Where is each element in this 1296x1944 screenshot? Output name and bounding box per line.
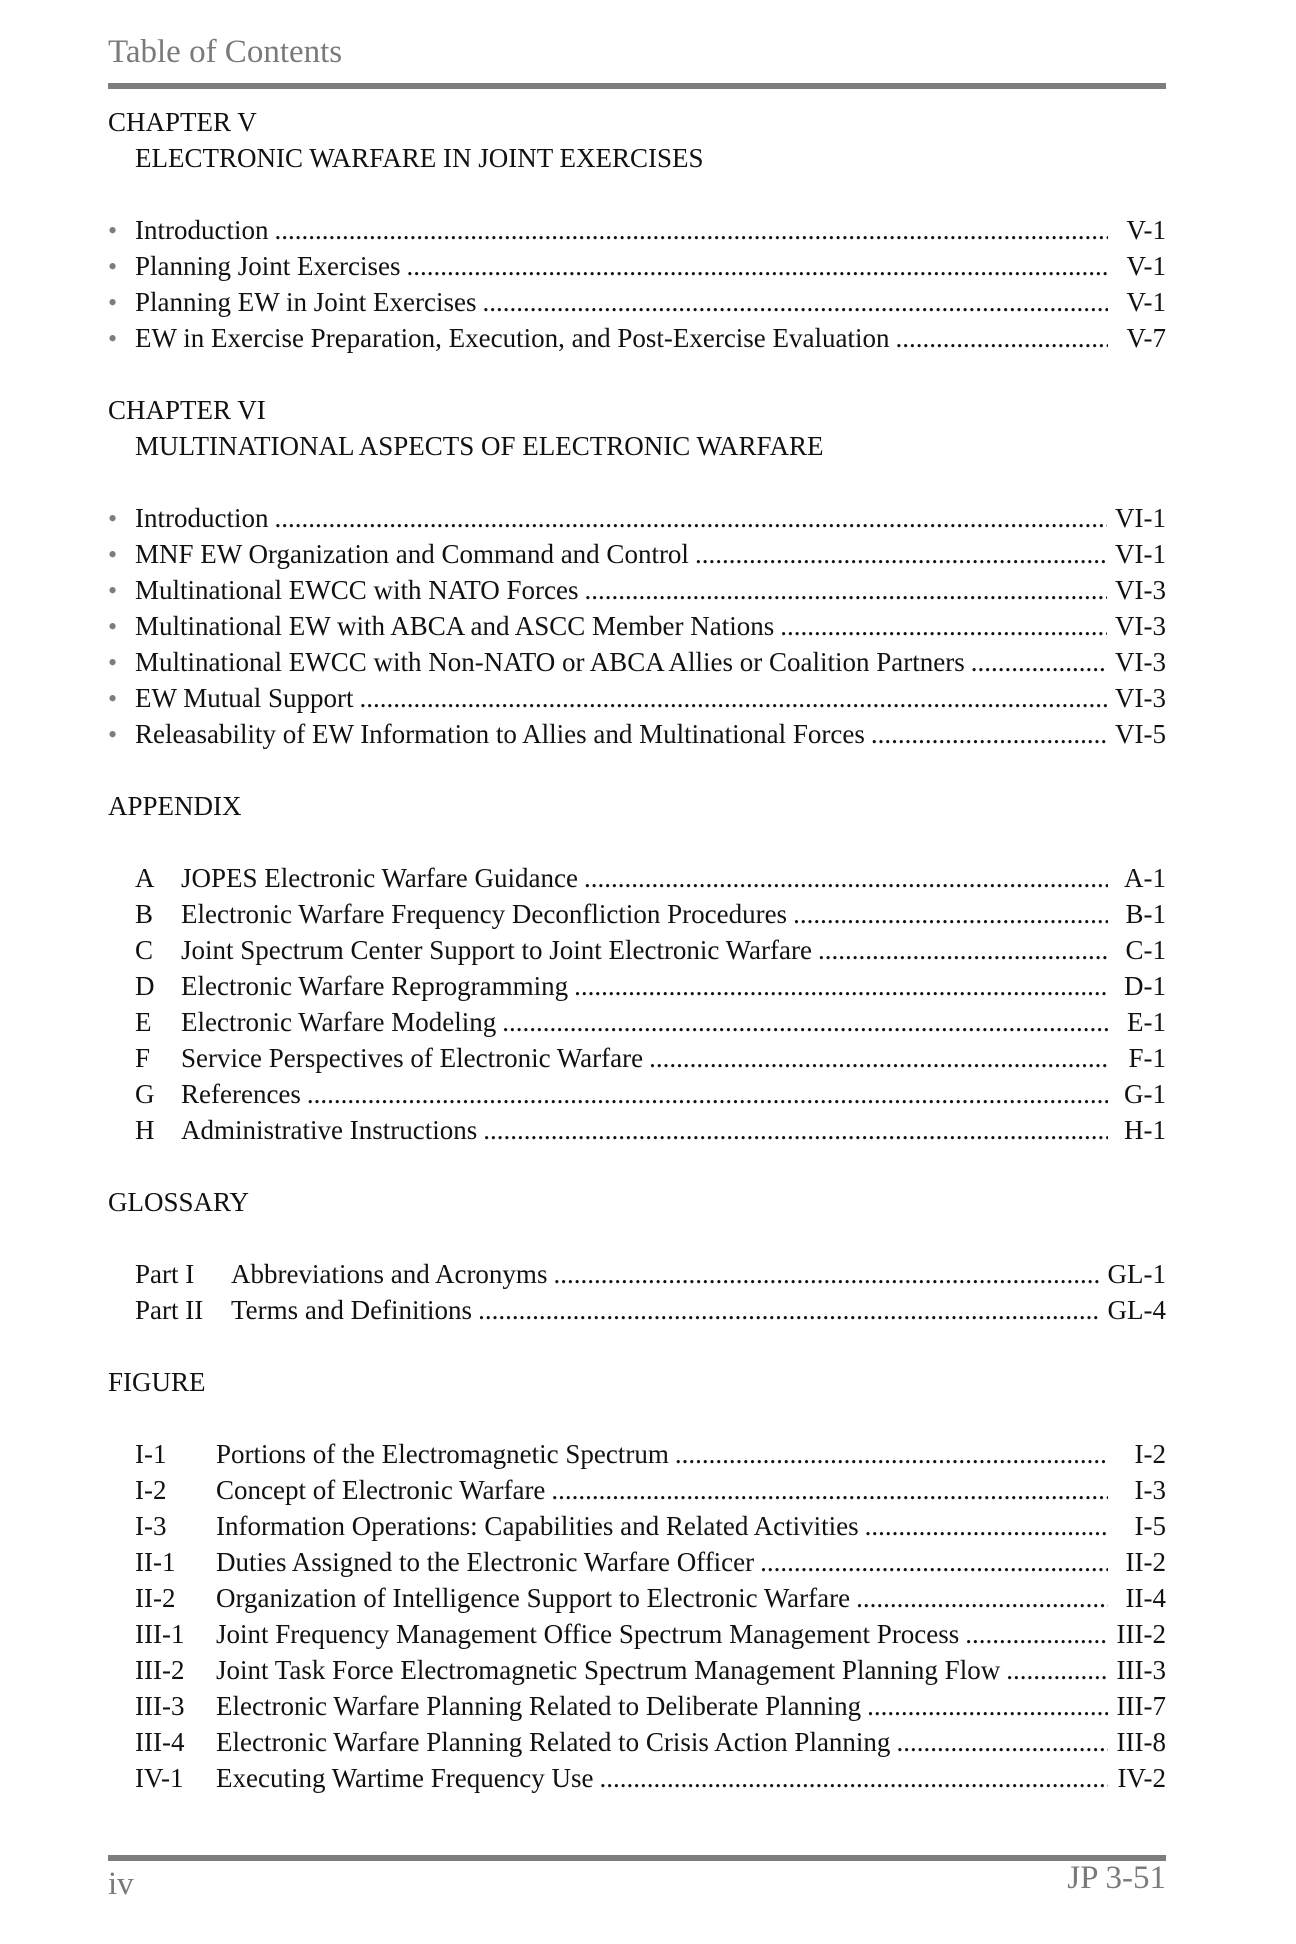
entry-page: I-3 [1134,1475,1166,1505]
entry-code: III-3 [135,1691,185,1721]
bullet-icon: • [108,684,118,713]
figure-entries [108,1436,1166,1796]
entry-code: G [135,1079,155,1109]
dot-leader [307,1076,1108,1112]
entry-page: IV-2 [1117,1763,1166,1793]
toc-entry[interactable] [108,1616,1166,1652]
bullet-icon: • [108,720,118,749]
chapter-v-subtitle: ELECTRONIC WARFARE IN JOINT EXERCISES [135,143,704,173]
dot-leader [871,716,1107,752]
entry-page: H-1 [1124,1115,1166,1145]
entry-label: EW Mutual Support [135,683,354,713]
dot-leader [865,1508,1108,1544]
dot-leader [478,1292,1099,1328]
entry-label: Introduction [135,215,269,245]
dot-leader [483,1112,1108,1148]
footer-publication: JP 3-51 [1067,1860,1166,1896]
dot-leader [965,1616,1108,1652]
entry-label: Planning EW in Joint Exercises [135,287,477,317]
dot-leader [780,608,1107,644]
entry-code: E [135,1007,152,1037]
entry-page: III-3 [1116,1655,1166,1685]
toc-entry[interactable] [108,1652,1166,1688]
entry-code: II-1 [135,1547,176,1577]
entry-label: Service Perspectives of Electronic Warfare [181,1043,644,1073]
entry-page: VI-5 [1115,719,1166,749]
entry-page: V-1 [1126,215,1166,245]
entry-page: E-1 [1127,1007,1166,1037]
bullet-icon: • [108,612,118,641]
entry-page: I-5 [1134,1511,1166,1541]
toc-entry[interactable] [108,860,1166,896]
toc-entry[interactable] [108,1004,1166,1040]
appendix-heading: APPENDIX [108,791,242,821]
entry-label: Electronic Warfare Modeling [181,1007,497,1037]
entry-page: A-1 [1124,863,1166,893]
toc-entry[interactable] [108,536,1166,572]
entry-code: III-1 [135,1619,185,1649]
entry-code: Part II [135,1295,204,1325]
bullet-icon: • [108,576,118,605]
entry-page: VI-1 [1115,503,1166,533]
entry-page: B-1 [1125,899,1166,929]
entry-label: Duties Assigned to the Electronic Warfare Officer [216,1547,755,1577]
footer-rule [108,1855,1166,1861]
bullet-icon: • [108,288,118,317]
dot-leader [1006,1652,1108,1688]
toc-entry[interactable] [108,1760,1166,1796]
dot-leader [675,1436,1108,1472]
entry-label: Electronic Warfare Reprogramming [181,971,569,1001]
dot-leader [274,500,1107,536]
entry-label: Multinational EWCC with NATO Forces [135,575,579,605]
dot-leader [971,644,1107,680]
figure-heading: FIGURE [108,1367,206,1397]
dot-leader [584,572,1107,608]
entry-page: D-1 [1124,971,1166,1001]
entry-label: JOPES Electronic Warfare Guidance [181,863,578,893]
chapter-vi-subtitle: MULTINATIONAL ASPECTS OF ELECTRONIC WARFARE [135,431,824,461]
entry-code: Part I [135,1259,195,1289]
dot-leader [818,932,1108,968]
entry-code: III-4 [135,1727,185,1757]
entry-page: VI-3 [1115,647,1166,677]
page-header-title: Table of Contents [108,34,343,70]
entry-label: Organization of Intelligence Support to Electronic Warfare [216,1583,851,1613]
entry-label: Joint Task Force Electromagnetic Spectrum Management Planning Flow [216,1655,1001,1685]
entry-page: VI-3 [1115,683,1166,713]
entry-page: V-1 [1126,287,1166,317]
toc-entry[interactable] [108,1040,1166,1076]
entry-page: GL-1 [1107,1259,1166,1289]
bullet-icon: • [108,216,118,245]
bullet-icon: • [108,504,118,533]
dot-leader [649,1040,1108,1076]
toc-entry[interactable] [108,212,1166,248]
entry-page: GL-4 [1107,1295,1166,1325]
dot-leader [793,896,1108,932]
entry-code: IV-1 [135,1763,184,1793]
bullet-icon: • [108,540,118,569]
toc-entry[interactable] [108,1256,1166,1292]
dot-leader [553,1256,1099,1292]
toc-entry[interactable] [108,1508,1166,1544]
entry-page: III-8 [1116,1727,1166,1757]
entry-page: G-1 [1124,1079,1166,1109]
entry-label: Electronic Warfare Planning Related to Deliberate Planning [216,1691,862,1721]
dot-leader [856,1580,1108,1616]
dot-leader [867,1688,1108,1724]
entry-label: Portions of the Electromagnetic Spectrum [216,1439,669,1469]
toc-entry[interactable] [108,608,1166,644]
entry-label: Electronic Warfare Planning Related to Crisis Action Planning [216,1727,891,1757]
toc-entry[interactable] [108,1076,1166,1112]
toc-entry[interactable] [108,896,1166,932]
toc-entry[interactable] [108,1688,1166,1724]
toc-entry[interactable] [108,1472,1166,1508]
bullet-icon: • [108,324,118,353]
toc-entry[interactable] [108,1292,1166,1328]
dot-leader [584,860,1108,896]
dot-leader [896,320,1108,356]
dot-leader [599,1760,1108,1796]
dot-leader [406,248,1108,284]
dot-leader [760,1544,1108,1580]
entry-label: Abbreviations and Acronyms [231,1259,548,1289]
entry-code: I-1 [135,1439,167,1469]
toc-entry[interactable] [108,1724,1166,1760]
entry-code: II-2 [135,1583,176,1613]
toc-entry[interactable] [108,680,1166,716]
footer-page-number: iv [108,1866,134,1902]
entry-page: V-7 [1126,323,1166,353]
toc-entry[interactable] [108,284,1166,320]
entry-page: III-2 [1116,1619,1166,1649]
entry-label: Multinational EW with ABCA and ASCC Member Nations [135,611,775,641]
dot-leader [695,536,1107,572]
toc-entry[interactable] [108,1436,1166,1472]
entry-page: VI-1 [1115,539,1166,569]
entry-page: VI-3 [1115,611,1166,641]
entry-code: III-2 [135,1655,185,1685]
toc-entry[interactable] [108,932,1166,968]
entry-code: B [135,899,154,929]
entry-page: III-7 [1116,1691,1166,1721]
entry-label: Joint Spectrum Center Support to Joint Electronic Warfare [181,935,812,965]
toc-entry[interactable] [108,320,1166,356]
toc-entry[interactable] [108,644,1166,680]
dot-leader [502,1004,1108,1040]
entry-label: Concept of Electronic Warfare [216,1475,546,1505]
entry-label: MNF EW Organization and Command and Control [135,539,689,569]
chapter-vi-entries [108,500,1166,752]
appendix-entries [108,860,1166,1148]
entry-label: Administrative Instructions [181,1115,478,1145]
entry-code: F [135,1043,151,1073]
toc-body [108,104,1166,1796]
entry-code: I-2 [135,1475,167,1505]
dot-leader [896,1724,1108,1760]
toc-entry[interactable] [108,248,1166,284]
entry-page: F-1 [1128,1043,1166,1073]
entry-code: D [135,971,155,1001]
chapter-v-entries [108,212,1166,356]
entry-label: Executing Wartime Frequency Use [216,1763,594,1793]
entry-code: I-3 [135,1511,167,1541]
entry-label: Electronic Warfare Frequency Deconfliction Procedures [181,899,788,929]
entry-label: Releasability of EW Information to Allies and Multinational Forces [135,719,865,749]
entry-page: II-4 [1125,1583,1166,1613]
entry-label: Introduction [135,503,269,533]
toc-entry[interactable] [108,500,1166,536]
toc-entry[interactable] [108,1544,1166,1580]
entry-label: Information Operations: Capabilities and Related Activities [216,1511,859,1541]
bullet-icon: • [108,252,118,281]
toc-entry[interactable] [108,716,1166,752]
chapter-vi-heading: CHAPTER VI [108,395,266,425]
header-rule [108,83,1166,89]
toc-entry[interactable] [108,1580,1166,1616]
entry-page: C-1 [1125,935,1166,965]
toc-entry[interactable] [108,572,1166,608]
dot-leader [551,1472,1108,1508]
dot-leader [274,212,1108,248]
dot-leader [574,968,1108,1004]
entry-label: Joint Frequency Management Office Spectrum Management Process [216,1619,960,1649]
entry-page: VI-3 [1115,575,1166,605]
entry-label: Terms and Definitions [231,1295,473,1325]
entry-page: I-2 [1134,1439,1166,1469]
entry-page: II-2 [1125,1547,1166,1577]
entry-label: Planning Joint Exercises [135,251,401,281]
entry-label: References [181,1079,301,1109]
entry-label: Multinational EWCC with Non-NATO or ABCA Allies or Coalition Partners [135,647,965,677]
entry-code: C [135,935,154,965]
toc-entry[interactable] [108,968,1166,1004]
entry-code: A [135,863,155,893]
entry-page: V-1 [1126,251,1166,281]
glossary-heading: GLOSSARY [108,1187,250,1217]
bullet-icon: • [108,648,118,677]
entry-code: H [135,1115,155,1145]
dot-leader [360,680,1108,716]
glossary-entries [108,1256,1166,1328]
dot-leader [482,284,1108,320]
chapter-v-heading: CHAPTER V [108,107,257,137]
toc-entry[interactable] [108,1112,1166,1148]
entry-label: EW in Exercise Preparation, Execution, and Post-Exercise Evaluation [135,323,890,353]
